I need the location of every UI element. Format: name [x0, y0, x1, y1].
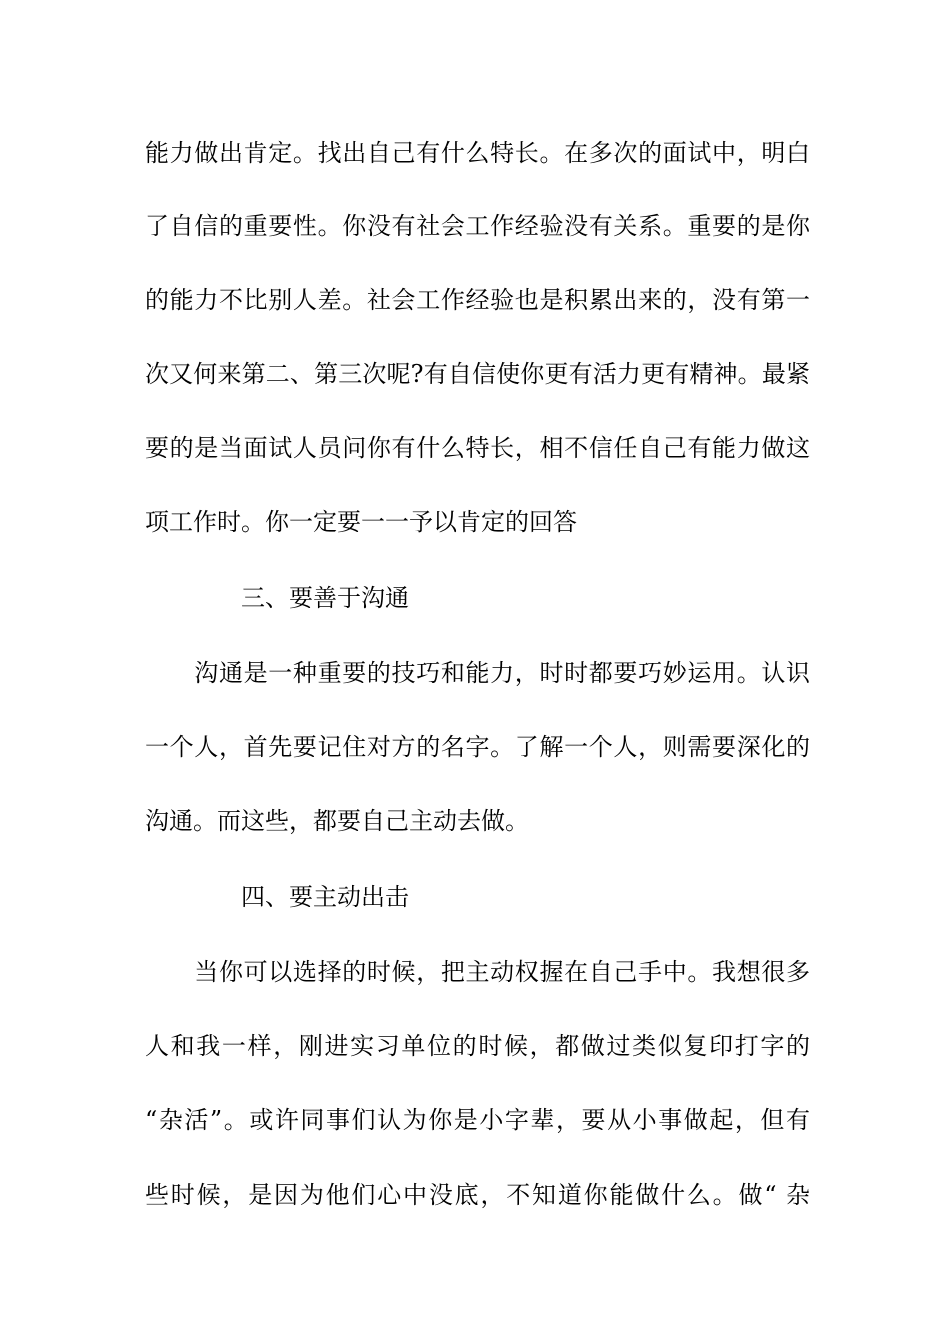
paragraph-line: “杂活”。或许同事们认为你是小字辈，要从小事做起，但有	[145, 1106, 810, 1134]
paragraph-line: 的能力不比别人差。社会工作经验也是积累出来的，没有第一	[145, 286, 810, 314]
paragraph-line: 要的是当面试人员问你有什么特长，相不信任自己有能力做这	[145, 434, 810, 462]
paragraph-line: 沟通是一种重要的技巧和能力，时时都要巧妙运用。认识	[145, 659, 810, 687]
paragraph-line: 人和我一样，刚进实习单位的时候，都做过类似复印打字的	[145, 1032, 810, 1060]
section-heading: 四、要主动出击	[241, 883, 409, 911]
section-heading: 三、要善于沟通	[241, 584, 409, 612]
paragraph-line: 沟通。而这些，都要自己主动去做。	[145, 807, 529, 835]
paragraph-line: 些时候，是因为他们心中没底，不知道你能做什么。做“ 杂	[145, 1181, 810, 1209]
paragraph-line: 一个人，首先要记住对方的名字。了解一个人，则需要深化的	[145, 733, 810, 761]
paragraph-line: 能力做出肯定。找出自己有什么特长。在多次的面试中，明白	[145, 139, 810, 167]
paragraph-line: 次又何来第二、第三次呢?有自信使你更有活力更有精神。最紧	[145, 360, 810, 388]
paragraph-line: 项工作时。你一定要一一予以肯定的回答	[145, 508, 577, 536]
paragraph-line: 了自信的重要性。你没有社会工作经验没有关系。重要的是你	[145, 212, 810, 240]
paragraph-line: 当你可以选择的时候，把主动权握在自己手中。我想很多	[145, 958, 810, 986]
